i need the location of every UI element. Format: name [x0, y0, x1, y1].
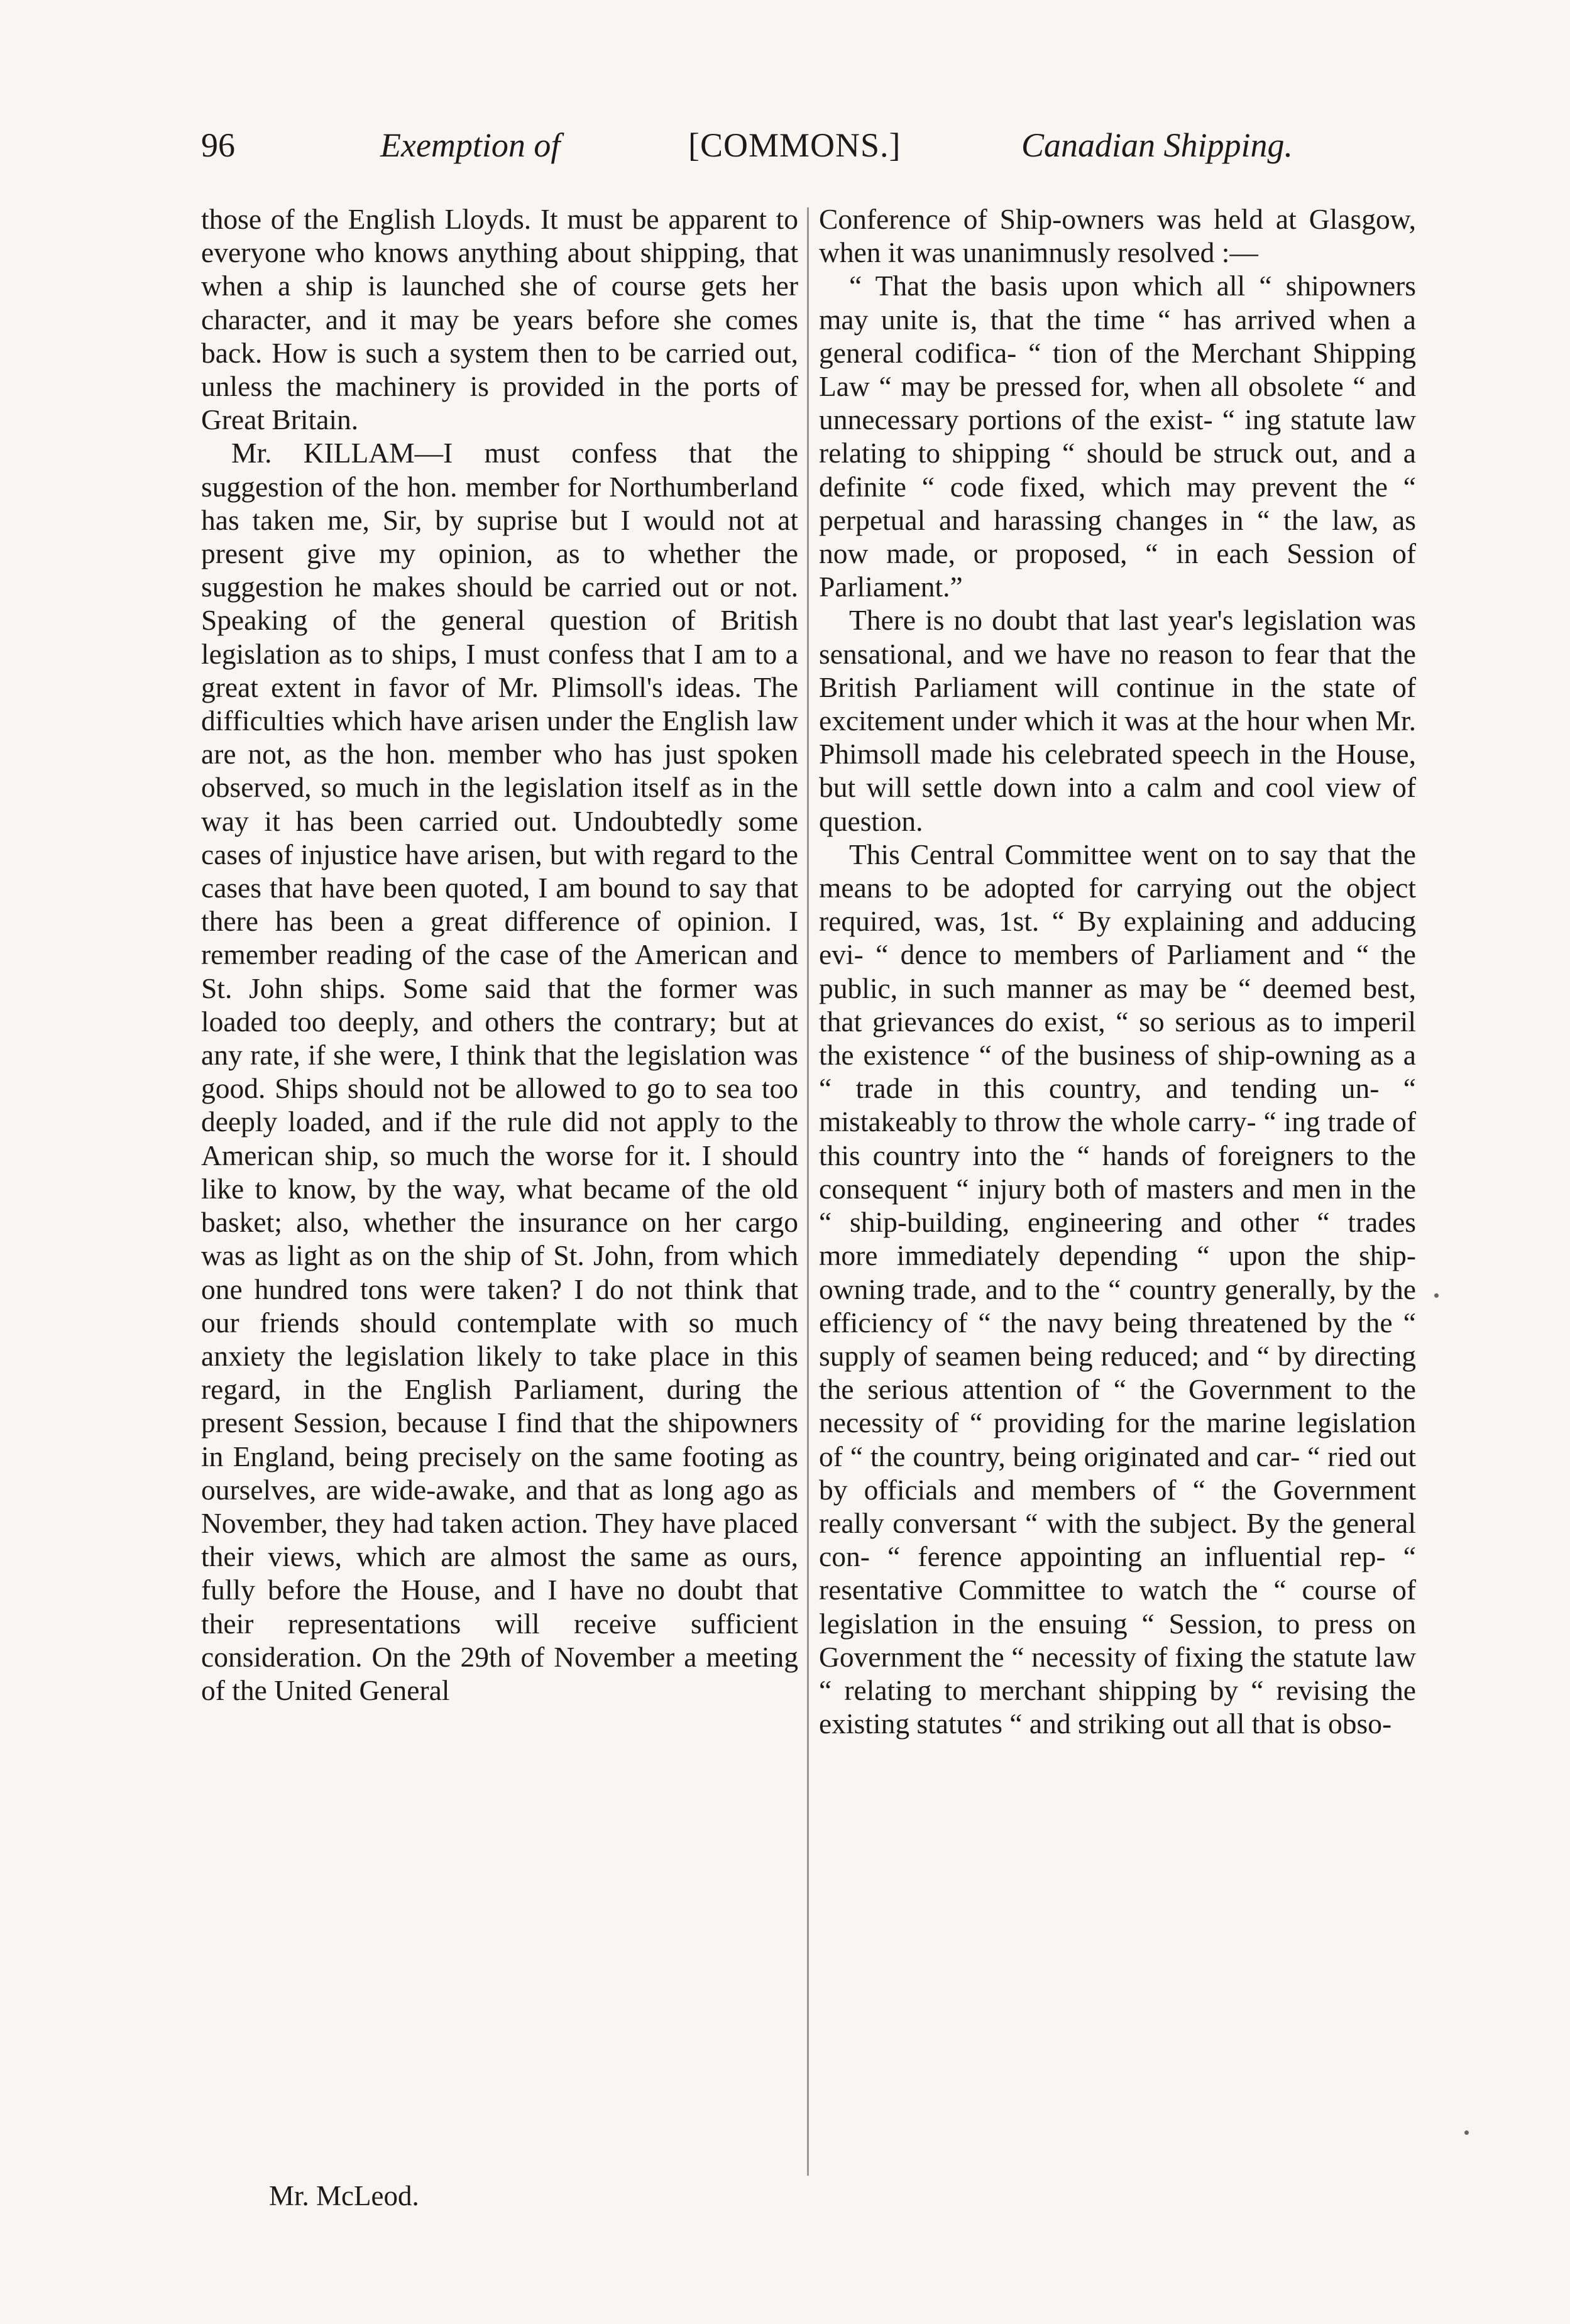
print-speck: [1434, 1293, 1439, 1298]
footer-speaker-name: Mr. McLeod.: [269, 2180, 419, 2212]
running-title-right: Canadian Shipping.: [1021, 126, 1293, 164]
left-paragraph-2: Mr. KILLAM—I must confess that the suggestion of the hon. member for Northumberland has taken me, Sir, by suprise but I would not at present give my opinion, as to whether the suggestion he makes should be carried out or not. Speaking of the general question of British legislation as to ships, I must confess that I am to a great extent in favor of Mr. Plimsoll's ideas. The difficulties which have arisen under the English law are not, as the hon. member who has just spoken observed, so much in the legislation itself as in the way it has been carried out. Undoubtedly some cases of injustice have arisen, but with regard to the cases that have been quoted, I am bound to say that there has been a great difference of opinion. I remember reading of the case of the American and St. John ships. Some said that the former was loaded too deeply, and others the contrary; but at any rate, if she were, I think that the legislation was good. Ships should not be allowed to go to sea too deeply loaded, and if the rule did not apply to the American ship, so much the worse for it. I should like to know, by the way, what became of the old basket; also, whether the insurance on her cargo was as light as on the ship of St. John, from which one hundred tons were taken? I do not think that our friends should contemplate with so much anxiety the legislation likely to take place in this regard, in the English Parliament, during the present Session, because I find that the shipowners in England, being precisely on the same footing as ourselves, are wide-awake, and that as long ago as November, they had taken action. They have placed their views, which are almost the same as ours, fully before the House, and I have no doubt that their representations will receive sufficient consideration. On the 29th of November a meeting of the United General: [201, 437, 798, 1706]
right-paragraph-1: Conference of Ship-owners was held at Glasgow, when it was unanimnusly resolved :—: [819, 203, 1416, 269]
page-number: 96: [201, 126, 235, 164]
running-header: [201, 126, 1414, 176]
right-paragraph-4: This Central Committee went on to say that the means to be adopted for carrying out the object required, was, 1st. “ By explaining and adducing evi- “ dence to members of Parliament and “ the public, in such manner as may be “ deemed best, that grievances do exist, “ so serious as to imperil the existence “ of the business of ship-owning as a “ trade in this country, and tending un- “ mistakeably to throw the whole carry- “ ing trade of this country into the “ hands of foreigners to the consequent “ injury both of masters and men in the “ ship-building, engineering and other “ trades more immediately depending “ upon the ship-owning trade, and to the “ country generally, by the efficiency of “ the navy being threatened by the “ supply of seamen being reduced; and “ by directing the serious attention of “ the Government to the necessity of “ providing for the marine legislation of “ the country, being originated and car- “ ried out by officials and members of “ the Government really conversant “ with the subject. By the general con- “ ference appointing an influential rep- “ resentative Committee to watch the “ course of legislation in the ensuing “ Session, to press on Government the “ necessity of fixing the statute law “ relating to merchant shipping by “ revising the existing statutes “ and striking out all that is obso-: [819, 838, 1416, 1740]
right-paragraph-2-quote: “ That the basis upon which all “ shipowners may unite is, that the time “ has arrived when a general codifica- “ tion of the Merchant Shipping Law “ may be pressed for, when all obsolete “ and unnecessary portions of the exist- “ ing statute law relating to shipping “ should be struck out, and a definite “ code fixed, which may prevent the “ perpetual and harassing changes in “ the law, as now made, or proposed, “ in each Session of Parliament.”: [819, 270, 1416, 603]
print-speck: [1464, 2130, 1469, 2135]
left-text-column: [201, 202, 798, 1707]
left-paragraph-1: those of the English Lloyds. It must be apparent to everyone who knows anything about shipping, that when a ship is launched she of course gets her character, and it may be years before she comes back. How is such a system then to be carried out, unless the machinery is provided in the ports of Great Britain.: [201, 203, 798, 436]
right-text-column: [819, 202, 1416, 1740]
running-title-left: Exemption of: [380, 126, 561, 164]
right-paragraph-3: There is no doubt that last year's legislation was sensational, and we have no reason to fear that the British Parliament will continue in the state of excitement under which it was at the hour when Mr. Phimsoll made his celebrated speech in the House, but will settle down into a calm and cool view of question.: [819, 604, 1416, 837]
running-title-center: [COMMONS.]: [688, 126, 901, 164]
column-divider: [807, 207, 809, 2176]
